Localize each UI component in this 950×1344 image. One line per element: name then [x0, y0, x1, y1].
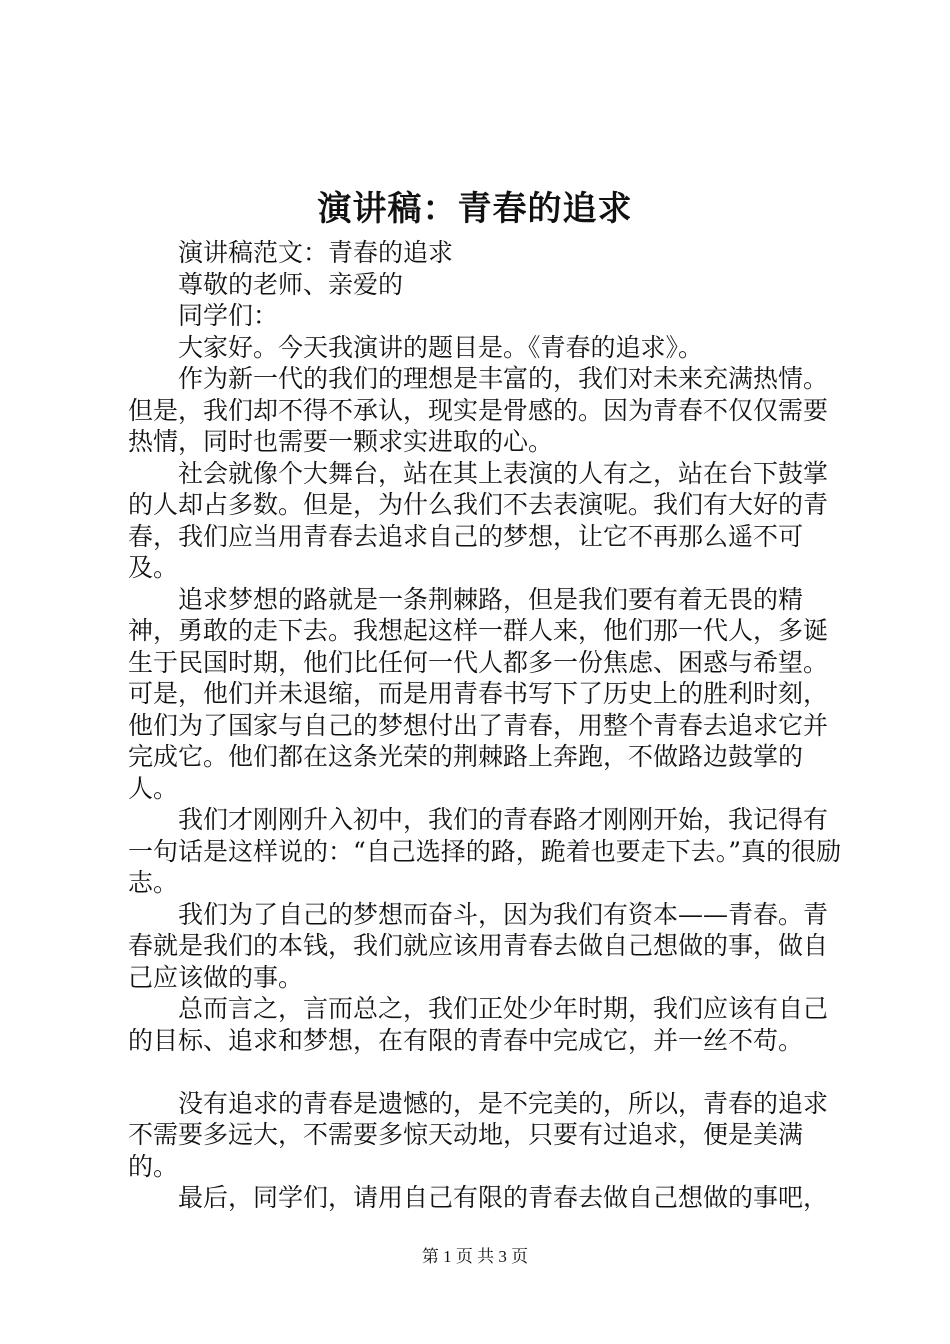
- page-title: 演讲稿：青春的追求: [317, 189, 633, 229]
- paragraph-subtitle: 演讲稿范文：青春的追求: [178, 238, 454, 267]
- paragraph-spacer: [128, 1056, 848, 1088]
- paragraph-salutation-1: 尊敬的老师、亲爱的: [178, 269, 404, 299]
- paragraph-body: 没有追求的青春是遗憾的，是不完美的，所以，青春的追求不需要多远大，不需要多惊天动地，只要有过追求，便是美满的。: [128, 1088, 829, 1181]
- paragraph-body: 社会就像个大舞台，站在其上表演的人有之，站在台下鼓掌的人却占多数。但是，为什么我们不去表演呢。我们有大好的青春，我们应当用青春去追求自己的梦想，让它不再那么遥不可及。: [128, 458, 829, 582]
- paragraph-body: 追求梦想的路就是一条荆棘路，但是我们要有着无畏的精神，勇敢的走下去。我想起这样一群人来，他们那一代人，多诞生于民国时期，他们比任何一代人都多一份焦虑、困惑与希望。可是，他们并未退缩，而是用青春书写下了历史上的胜利时刻，他们为了国家与自己的梦想付出了青春，用整个青春去追求它并完成它。他们都在这条光荣的荆棘路上奔跑，不做路边鼓掌的人。: [128, 584, 829, 803]
- paragraph-body: 总而言之，言而总之，我们正处少年时期，我们应该有自己的目标、追求和梦想，在有限的青春中完成它，并一丝不苟。: [128, 994, 829, 1055]
- paragraph-greeting: 大家好。今天我演讲的题目是。《青春的追求》。: [178, 332, 704, 362]
- page-number-footer: 第 1 页 共 3 页: [421, 1247, 529, 1266]
- paragraph-salutation-2: 同学们：: [178, 301, 279, 330]
- paragraph-closing: 最后，同学们，请用自己有限的青春去做自己想做的事吧，: [178, 1183, 829, 1212]
- paragraph-body: 我们为了自己的梦想而奋斗，因为我们有资本——青春。青春就是我们的本钱，我们就应该用青春去做自己想做的事，做自己应该做的事。: [128, 899, 829, 992]
- paragraph-body: 作为新一代的我们的理想是丰富的，我们对未来充满热情。但是，我们却不得不承认，现实是骨感的。因为青春不仅仅需要热情，同时也需要一颗求实进取的心。: [128, 364, 829, 456]
- paragraph-body: 我们才刚刚升入初中，我们的青春路才刚刚开始，我记得有一句话是这样说的：“自己选择的路，跪着也要走下去。”真的很励志。: [128, 805, 842, 897]
- document-body: [128, 237, 848, 1214]
